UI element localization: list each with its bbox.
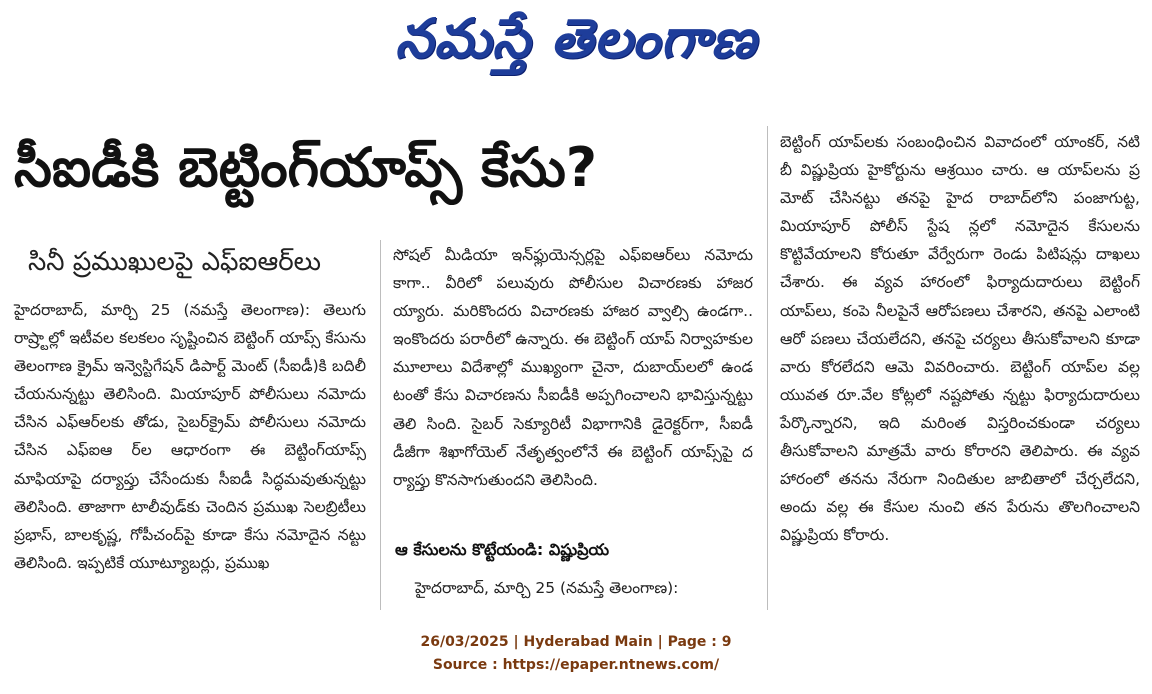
column-divider (767, 126, 768, 610)
masthead-logo: నమస్తే తెలంగాణ (395, 7, 757, 70)
article-column-2 (393, 241, 753, 521)
column-1-text: హైదరాబాద్‌, మార్చి 25 (నమస్తే తెలంగాణ): తెలుగు రాష్ర్టాల్లో ఇటీవల కలకలం సృష్టించిన బెట్టింగ్‌ యాప్స్‌ కేసును తెలంగాణ క్రైమ్‌ ఇన్వెస్టిగేషన్‌ డిపార్ట్‌ మెంట్‌ (సీఐడీ)కి బదిలీ చేయనున్నట్టు తెలిసింది. మియాపూర్‌ పోలీసులు నమోదు చేసిన ఎఫ్‌ఆర్‌లకు తోడు, సైబర్‌క్రైమ్‌ పోలీసులు నమోదు చేసిన ఎఫ్‌ఐఆ ర్‌ల ఆధారంగా ఈ బెట్టింగ్‌యాప్స్‌ మాఫియాపై దర్యాప్తు చేసేందుకు సీఐడీ సిద్ధమవుతున్నట్టు తెలిసింది. తాజాగా టాలీవుడ్‌కు చెందిన ప్రముఖ సెలబ్రిటీలు ప్రభాస్‌, బాలకృష్ణ, గోపీచంద్‌పై కూడా కేసు నమోదైన నట్టు తెలిసింది. ఇప్పటికే యూట్యూబర్లు, ప్రముఖ (14, 301, 366, 572)
article-column-3 (780, 128, 1140, 606)
column-3-text: బెట్టింగ్‌ యాప్‌లకు సంబంధించిన వివాదంలో యాంకర్‌, నటి బీ విష్ణుప్రియ హైకోర్టును ఆశ్రయిం చారు. ఆ యాప్‌లను ప్రమోట్‌ చేసినట్టు తనపై హైద రాబాద్‌లోని పంజాగుట్ట, మియాపూర్‌ పోలీస్‌ స్టేష న్లలో నమోదైన కేసులను కొట్టివేయాలని కోరుతూ వేర్వేరుగా రెండు పిటిషన్లు దాఖలు చేశారు. ఈ వ్యవ హారంలో ఫిర్యాదుదారులు బెట్టింగ్‌ యాప్‌లు, కంపె నీలపైనే ఆరోపణలు చేశారని, తనపై ఎలాంటి ఆరో పణలు చేయలేదని, తనపై చర్యలు తీసుకోవాలని కూడా వారు కోరలేదని ఆమె వివరించారు. బెట్టింగ్‌ యాప్‌ల వల్ల యువత రూ.వేల కోట్లలో నష్టపోతు న్నట్టు ఫిర్యాదుదారులు పేర్కొన్నారని, ఇది మరింత విస్తరించకుండా చర్యలు తీసుకోవాలని మాత్రమే వారు కోరారని తెలిపారు. ఈ వ్యవహారంలో తనను నేరుగా నిందితుల జాబితాలో చేర్చలేదని, అందు వల్ల ఈ కేసుల నుంచి తన పేరును తొలగించాలని విష్ణుప్రియ కోరారు. (780, 133, 1140, 545)
column-2-text: సోషల్‌ మీడియా ఇన్‌ఫ్లుయెన్సర్లపై ఎఫ్‌ఐఆర్‌లు నమోదు కాగా.. వీరిలో పలువురు పోలీసుల విచారణకు హాజరయ్యారు. మరికొందరు విచారణకు హాజర వ్వాల్సి ఉండగా.. ఇంకొందరు పరారీలో ఉన్నారు. ఈ బెట్టింగ్‌ యాప్‌ నిర్వాహకుల మూలాలు విదేశాల్లో ముఖ్యంగా చైనా, దుబాయ్‌లలో ఉండటంతో కేసు విచారణను సీఐడీకి అప్పగించాలని భావిస్తున్నట్టు తెలి సింది. సైబర్‌ సెక్యూరిటీ విభాగానికి డైరెక్టర్‌గా, సీఐడీ డీజీగా శిఖాగోయెల్‌ నేతృత్వంలోనే ఈ బెట్టింగ్‌ యాప్స్‌పై దర్యాప్తు కొనసాగుతుందని తెలిసింది. (393, 246, 753, 489)
article-headline: సీఐడీకి బెట్టింగ్‌యాప్స్‌ కేసు? (14, 136, 598, 199)
sidebar-headline: ఆ కేసులను కొట్టేయండి: విష్ణుప్రియ (395, 540, 610, 559)
footer-edition-info: 26/03/2025 | Hyderabad Main | Page : 9 (420, 634, 732, 650)
sidebar-dateline: హైదరాబాద్‌, మార్చి 25 (నమస్తే తెలంగాణ): (415, 579, 679, 597)
article-column-1 (14, 296, 366, 606)
footer-source: Source : https://epaper.ntnews.com/ (432, 657, 720, 673)
column-divider (380, 240, 381, 610)
article-subhead: సినీ ప్రముఖులపై ఎఫ్‌ఐఆర్‌లు (28, 247, 322, 277)
